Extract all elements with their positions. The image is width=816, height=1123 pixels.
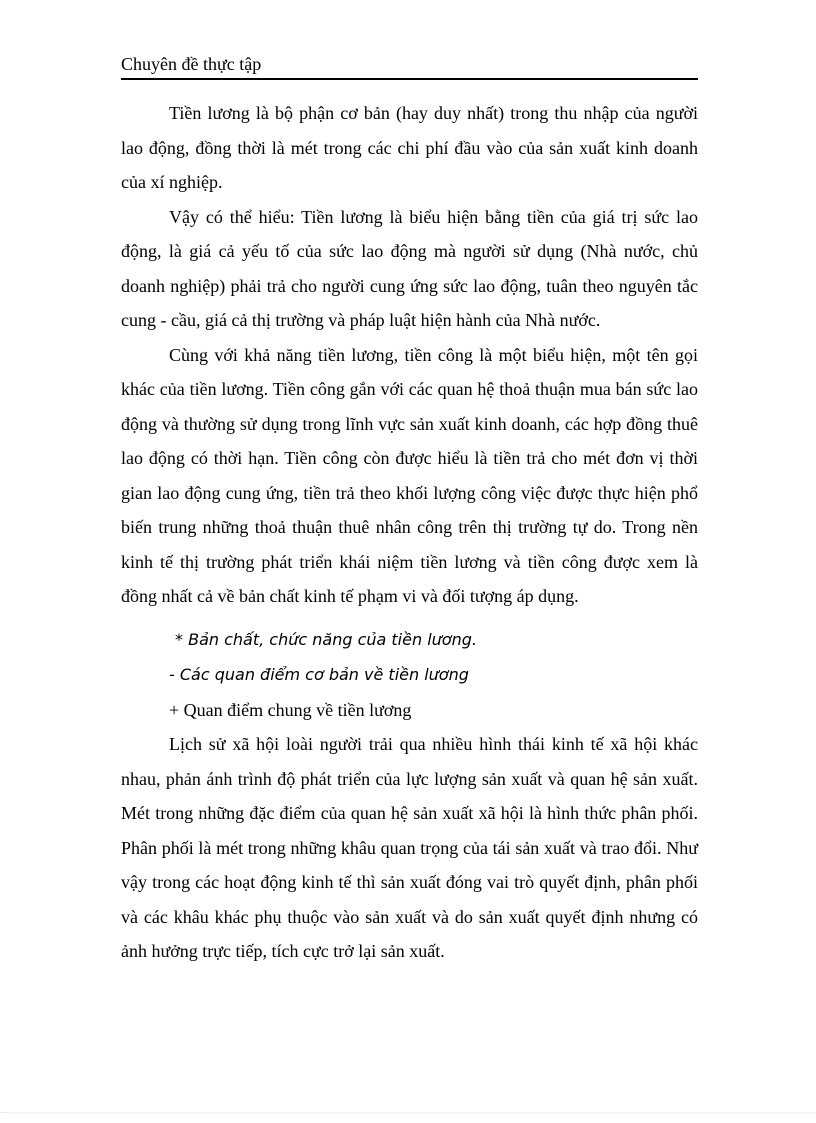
- section-heading-nature: [121, 622, 698, 658]
- paragraph-1: Tiền lương là bộ phận cơ bản (hay duy nhất) trong thu nhập của người lao động, đồng thời là mét trong các chi phí đầu vào của sản xuất kinh doanh của xí nghiệp.: [121, 103, 698, 192]
- document-body: [121, 96, 698, 969]
- header-title: Chuyên đề thực tập: [121, 54, 262, 74]
- subsection-heading-views: [121, 657, 698, 693]
- paragraph-4: Lịch sử xã hội loài người trải qua nhiều hình thái kinh tế xã hội khác nhau, phản ánh trình độ phát triển của lực lượng sản xuất và quan hệ sản xuất. Mét trong những đặc điểm của quan hệ sản xuất xã hội là hình thức phân phối. Phân phối là mét trong những khâu quan trọng của tái sản xuất và trao đổi. Như vậy trong các hoạt động kinh tế thì sản xuất đóng vai trò quyết định, phân phối và các khâu khác phụ thuộc vào sản xuất và do sản xuất quyết định nhưng có ảnh hưởng trực tiếp, tích cực trở lại sản xuất.: [121, 734, 698, 961]
- paragraph-3: Cùng với khả năng tiền lương, tiền công là một biểu hiện, một tên gọi khác của tiền lương. Tiền công gắn với các quan hệ thoả thuận mua bán sức lao động và thường sử dụng trong lĩnh vực sản xuất kinh doanh, các hợp đồng thuê lao động có thời hạn. Tiền công còn được hiểu là tiền trả cho mét đơn vị thời gian lao động cung ứng, tiền trả theo khối lượng công việc được thực hiện phổ biến trung những thoả thuận thuê nhân công trên thị trường tự do. Trong nền kinh tế thị trường phát triển khái niệm tiền lương và tiền công được xem là đồng nhất cả về bản chất kinh tế phạm vi và đối tượng áp dụng.: [121, 344, 698, 606]
- paragraph-2: Vậy có thể hiểu: Tiền lương là biểu hiện bằng tiền của giá trị sức lao động, là giá cả yếu tố của sức lao động mà người sử dụng (Nhà nước, chủ doanh nghiệp) phải trả cho người cung ứng sức lao động, tuân theo nguyên tắc cung - cầu, giá cả thị trường và pháp luật hiện hành của Nhà nước.: [121, 206, 698, 330]
- subsection-heading-general: + Quan điểm chung về tiền lương: [169, 699, 412, 720]
- section-heading-nature-text: * Bản chất, chức năng của tiền lương.: [175, 629, 477, 649]
- page-bottom-rule: [0, 1112, 816, 1113]
- page-header: [121, 52, 698, 80]
- subsection-heading-views-text: - Các quan điểm cơ bản về tiền lương: [169, 665, 469, 684]
